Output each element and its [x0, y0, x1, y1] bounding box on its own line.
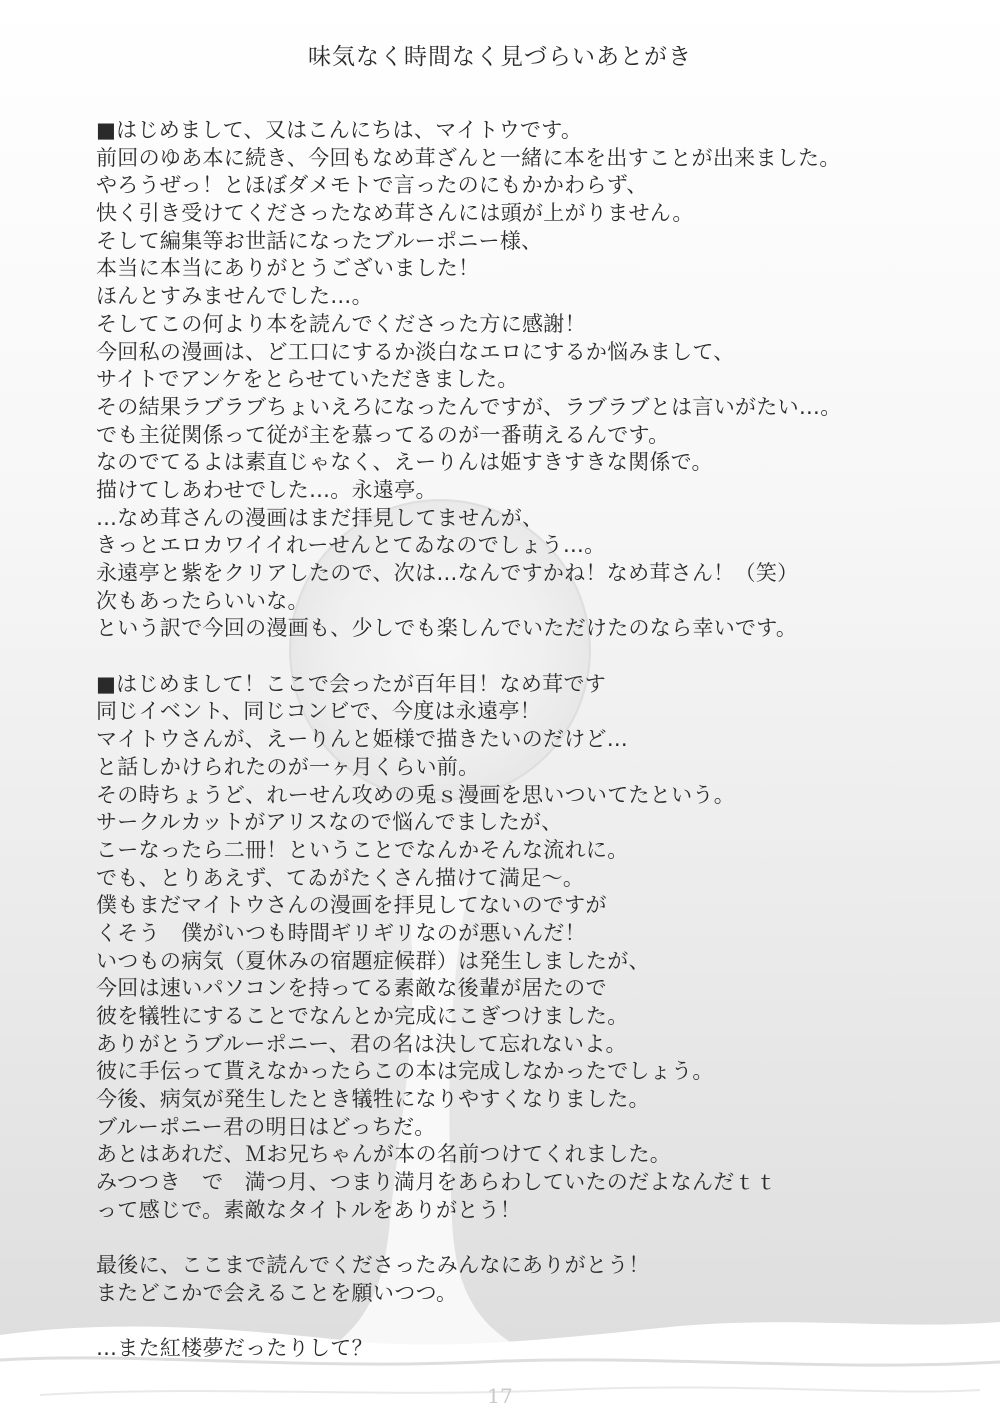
text-line: こーなったら二冊！ということでなんかそんな流れに。	[96, 837, 629, 862]
text-line: 快く引き受けてくださったなめ茸さんには頭が上がりません。	[96, 201, 694, 226]
text-line: 最後に、ここまで読んでくださったみんなにありがとう！	[96, 1253, 650, 1278]
text-line: サークルカットがアリスなので悩んでましたが、	[96, 810, 563, 835]
paragraph-gap	[96, 1308, 956, 1336]
text-line: 今後、病気が発生したとき犠牲になりやすくなりました。	[96, 1087, 650, 1112]
text-line: 彼に手伝って貰えなかったらこの本は完成しなかったでしょう。	[96, 1059, 714, 1084]
text-line: その時ちょうど、れーせん攻めの兎ｓ漫画を思いついてたという。	[96, 782, 735, 807]
text-line: ほんとすみませんでした…。	[96, 284, 373, 309]
page-number: 17	[487, 1384, 513, 1408]
text-line: あとはあれだ、Ｍお兄ちゃんが本の名前つけてくれました。	[96, 1142, 672, 1167]
text-line: またどこかで会えることを願いつつ。	[96, 1280, 458, 1305]
text-line: 同じイベント、同じコンビで、今度は永遠亭！	[96, 699, 541, 724]
text-line: 彼を犠牲にすることでなんとか完成にこぎつけました。	[96, 1004, 629, 1028]
text-line: みつつき で 満つ月、つまり満月をあらわしていたのだよなんだｔｔ	[96, 1170, 778, 1195]
text-line: 次もあったらいいな。	[96, 588, 309, 613]
text-line: ■はじめまして！ここで会ったが百年目！なめ茸です	[96, 671, 607, 696]
text-line: 描けてしあわせでした…。永遠亭。	[96, 477, 437, 502]
section-thanks	[96, 1252, 956, 1307]
text-line: 本当に本当にありがとうございました！	[96, 256, 480, 281]
text-line: 前回のゆあ本に続き、今回もなめ茸ざんと一緒に本を出すことが出来ました。	[96, 145, 841, 170]
text-line: そしてこの何より本を読んでくださった方に感謝！	[96, 311, 586, 336]
text-line: ■はじめまして、又はこんにちは、マイトウです。	[96, 118, 583, 142]
text-line: サイトでアンケをとらせていただきました。	[96, 367, 519, 392]
closing-line: …また紅楼夢だったりして？	[96, 1336, 373, 1361]
section-nametake	[96, 671, 956, 1225]
text-line: やろうぜっ！とほぼダメモトで言ったのにもかかわらず、	[96, 173, 648, 198]
paragraph-gap	[96, 643, 956, 671]
afterword-body	[96, 117, 956, 1363]
text-line: なのでてるよは素直じゃなく、えーりんは姫すきすきな関係で。	[96, 450, 713, 475]
text-line: という訳で今回の漫画も、少しでも楽しんでいただけたのなら幸いです。	[96, 616, 798, 641]
text-line: いつもの病気（夏休みの宿題症候群）は発生しましたが、	[96, 948, 650, 973]
text-line: って感じで。素敵なタイトルをありがとう！	[96, 1197, 522, 1222]
text-line: 今回は速いパソコンを持ってる素敵な後輩が居たので	[96, 976, 607, 1001]
text-line: でも、とりあえず、てゐがたくさん描けて満足～。	[96, 865, 585, 890]
page-title: 味気なく時間なく見づらいあとがき	[308, 44, 692, 70]
text-line: ありがとうブルーポニー、君の名は決して忘れないよ。	[96, 1031, 627, 1056]
text-line: …なめ茸さんの漫画はまだ拝見してませんが、	[96, 505, 544, 530]
text-line: ブルーポニー君の明日はどっちだ。	[96, 1114, 436, 1139]
text-line: マイトウさんが、えーりんと姫様で描きたいのだけど…	[96, 727, 629, 752]
text-line: 僕もまだマイトウさんの漫画を拝見してないのですが	[96, 893, 607, 918]
text-line: きっとエロカワイイれーせんとてゐなのでしょう…。	[96, 533, 606, 558]
text-line: でも主従関係って従が主を慕ってるのが一番萌えるんです。	[96, 422, 670, 447]
text-line: くそう 僕がいつも時間ギリギリなのが悪いんだ！	[96, 920, 586, 945]
paragraph-gap	[96, 1225, 956, 1253]
text-line: と話しかけられたのが一ヶ月くらい前。	[96, 754, 480, 779]
text-line: そして編集等お世話になったブルーポニー様、	[96, 228, 543, 253]
section-maitou	[96, 117, 956, 643]
text-line: その結果ラブラブちょいえろになったんですが、ラブラブとは言いがたい…。	[96, 394, 842, 419]
text-line: 今回私の漫画は、ど工口にするか淡白なエロにするか悩みまして、	[96, 339, 735, 364]
text-line: 永遠亭と紫をクリアしたので、次は…なんですかね！なめ茸さん！（笑）	[96, 561, 799, 585]
